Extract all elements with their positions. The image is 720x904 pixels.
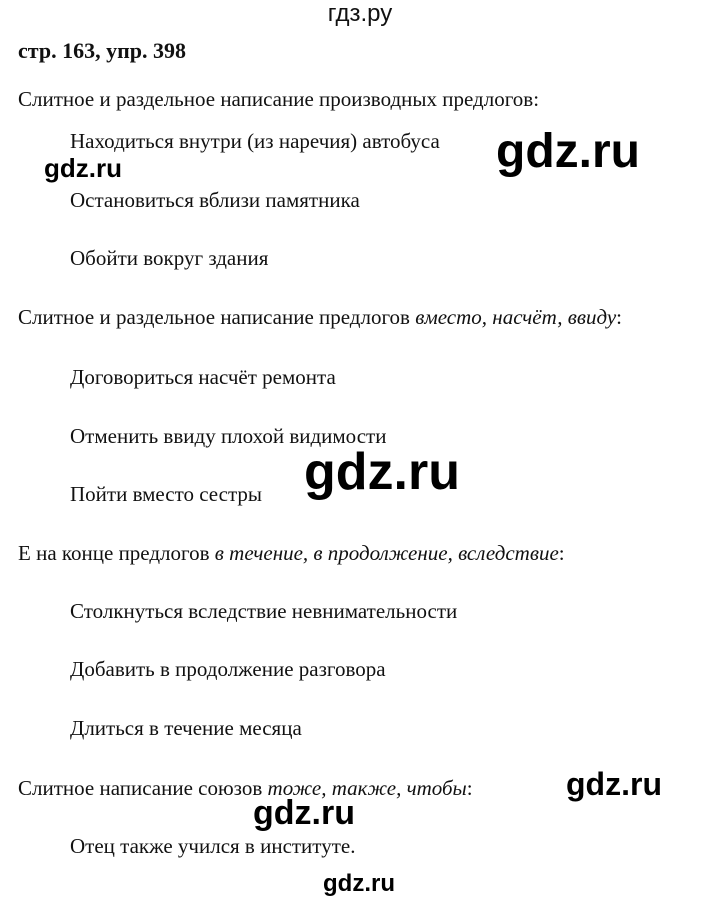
section-heading-1: Слитное и раздельное написание производных предлогов: xyxy=(18,87,540,111)
watermark-1: gdz.ru xyxy=(496,125,640,178)
section-heading-4-colon: : xyxy=(466,776,473,800)
watermark-6: gdz.ru xyxy=(323,870,395,897)
example-4-1: Отец также учился в институте. xyxy=(70,834,356,858)
section-heading-4-text: Слитное написание союзов xyxy=(18,776,268,800)
example-2-1: Договориться насчёт ремонта xyxy=(70,365,336,389)
watermark-3: gdz.ru xyxy=(304,443,460,501)
section-heading-2-text: Слитное и раздельное написание предлогов xyxy=(18,305,416,329)
example-2-2: Отменить ввиду плохой видимости xyxy=(70,424,387,448)
example-1-2: Остановиться вблизи памятника xyxy=(70,188,360,212)
example-3-1: Столкнуться вследствие невнимательности xyxy=(70,599,458,623)
section-heading-2 xyxy=(18,304,622,330)
section-heading-3-colon: : xyxy=(558,541,565,565)
page-reference: стр. 163, упр. 398 xyxy=(18,38,186,63)
example-1-1: Находиться внутри (из наречия) автобуса xyxy=(70,129,440,153)
watermark-2: gdz.ru xyxy=(44,153,122,183)
section-heading-4-conjunctions: тоже, также, чтобы xyxy=(267,776,467,800)
section-heading-3-text: Е на конце предлогов xyxy=(18,541,215,565)
section-heading-2-prepositions: вместо, насчёт, ввиду xyxy=(415,305,617,329)
example-3-2: Добавить в продолжение разговора xyxy=(70,657,386,681)
section-heading-4 xyxy=(18,775,473,801)
site-header: гдз.ру xyxy=(327,0,393,27)
watermark-5: gdz.ru xyxy=(253,794,355,832)
watermark-4: gdz.ru xyxy=(566,766,662,802)
section-heading-3 xyxy=(18,540,565,566)
example-2-3: Пойти вместо сестры xyxy=(70,482,263,506)
section-heading-2-colon: : xyxy=(616,305,623,329)
example-3-3: Длиться в течение месяца xyxy=(70,716,302,740)
section-heading-3-prepositions: в течение, в продолжение, вследствие xyxy=(214,541,559,565)
example-1-3: Обойти вокруг здания xyxy=(70,246,269,270)
